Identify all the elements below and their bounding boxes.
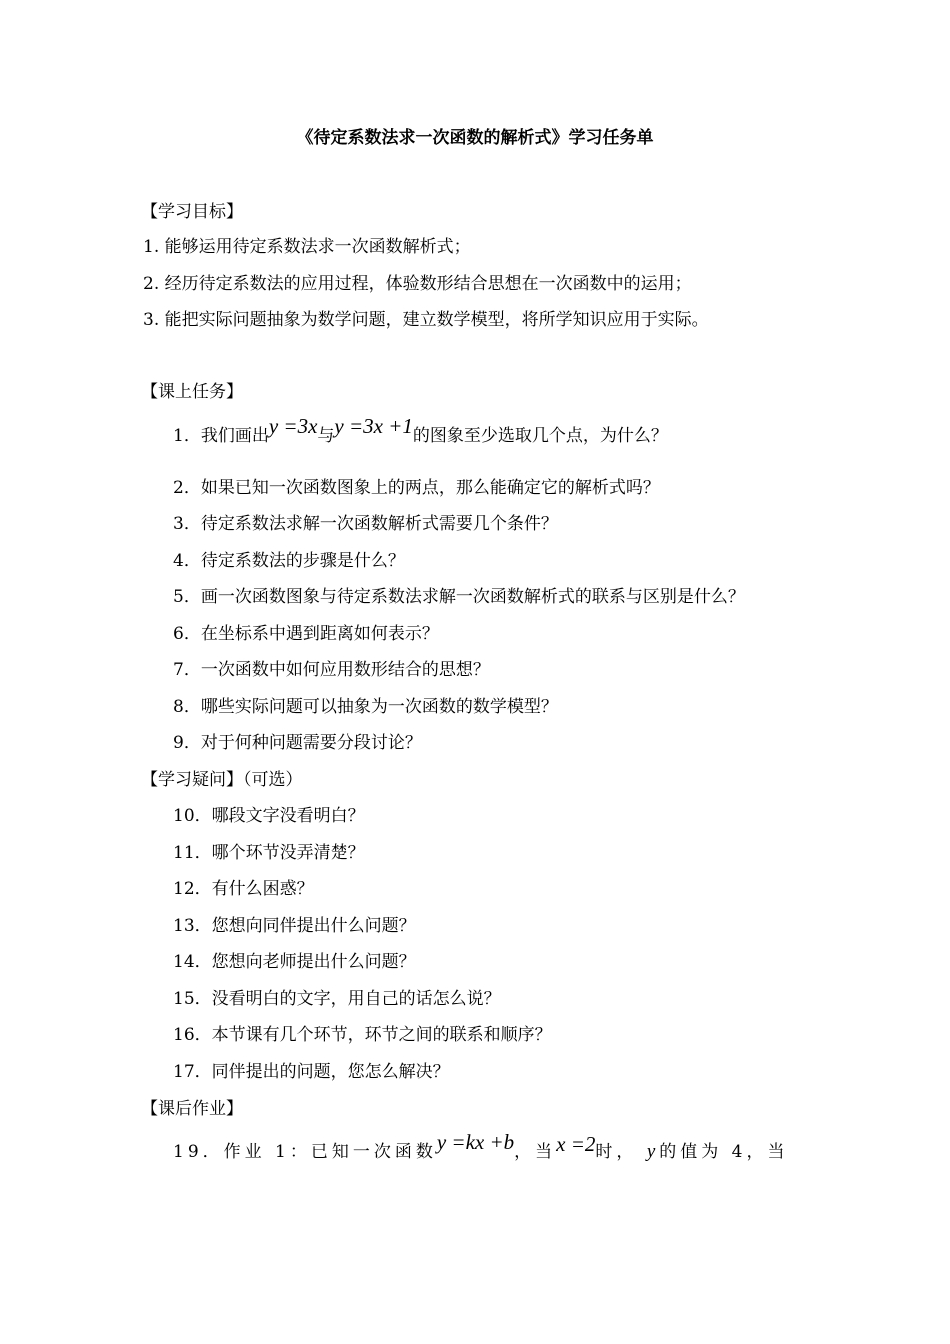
task-item: 9．对于何种问题需要分段讨论？ (173, 733, 422, 753)
task-text: 与 (317, 426, 335, 446)
task-number: 1． (173, 426, 201, 446)
page-title: 《待定系数法求一次函数的解析式》学习任务单 (296, 128, 654, 148)
task-item: 8．哪些实际问题可以抽象为一次函数的数学模型？ (173, 697, 558, 717)
task-item-1 (173, 416, 668, 454)
goal-item: 1. 能够运用待定系数法求一次函数解析式； (143, 237, 471, 257)
question-item: 15．没看明白的文字，用自己的话怎么说？ (173, 989, 501, 1009)
equation: y =kx +b (436, 1130, 515, 1154)
question-item: 12．有什么困惑？ (173, 879, 314, 899)
task-item: 3．待定系数法求解一次函数解析式需要几个条件？ (173, 514, 558, 534)
variable: y (646, 1141, 660, 1162)
task-text: 我们画出 (200, 426, 269, 446)
equation: y =3x (268, 414, 318, 438)
goals-heading: 【学习目标】 (141, 202, 243, 222)
equation: y =3x +1 (334, 414, 413, 438)
homework-item-19 (173, 1132, 789, 1170)
question-item: 11．哪个环节没弄清楚？ (173, 843, 365, 863)
homework-text: 19．作业 1：已知一次函数 (173, 1142, 437, 1162)
task-item: 5．画一次函数图象与待定系数法求解一次函数解析式的联系与区别是什么？ (173, 587, 745, 607)
goal-item: 2. 经历待定系数法的应用过程，体验数形结合思想在一次函数中的运用； (143, 274, 692, 294)
questions-heading: 【学习疑问】（可选） (141, 770, 303, 790)
task-item: 7．一次函数中如何应用数形结合的思想？ (173, 660, 490, 680)
question-item: 16．本节课有几个环节，环节之间的联系和顺序？ (173, 1025, 552, 1045)
goal-item: 3. 能把实际问题抽象为数学问题，建立数学模型，将所学知识应用于实际。 (143, 310, 709, 330)
question-item: 10．哪段文字没看明白？ (173, 806, 365, 826)
homework-heading: 【课后作业】 (141, 1099, 243, 1119)
question-item: 13．您想向同伴提出什么问题？ (173, 916, 416, 936)
task-text: 的图象至少选取几个点，为什么？ (412, 426, 668, 446)
homework-text: 的值为 4，当 (659, 1142, 789, 1162)
homework-text: 时， (595, 1142, 638, 1162)
task-item: 2．如果已知一次函数图象上的两点，那么能确定它的解析式吗？ (173, 478, 660, 498)
tasks-heading: 【课上任务】 (141, 382, 243, 402)
task-item: 6．在坐标系中遇到距离如何表示？ (173, 624, 439, 644)
condition: x =2 (556, 1132, 596, 1156)
question-item: 14．您想向老师提出什么问题？ (173, 952, 416, 972)
task-item: 4．待定系数法的步骤是什么？ (173, 551, 405, 571)
homework-text: ，当 (514, 1142, 557, 1162)
question-item: 17．同伴提出的问题，您怎么解决？ (173, 1062, 450, 1082)
